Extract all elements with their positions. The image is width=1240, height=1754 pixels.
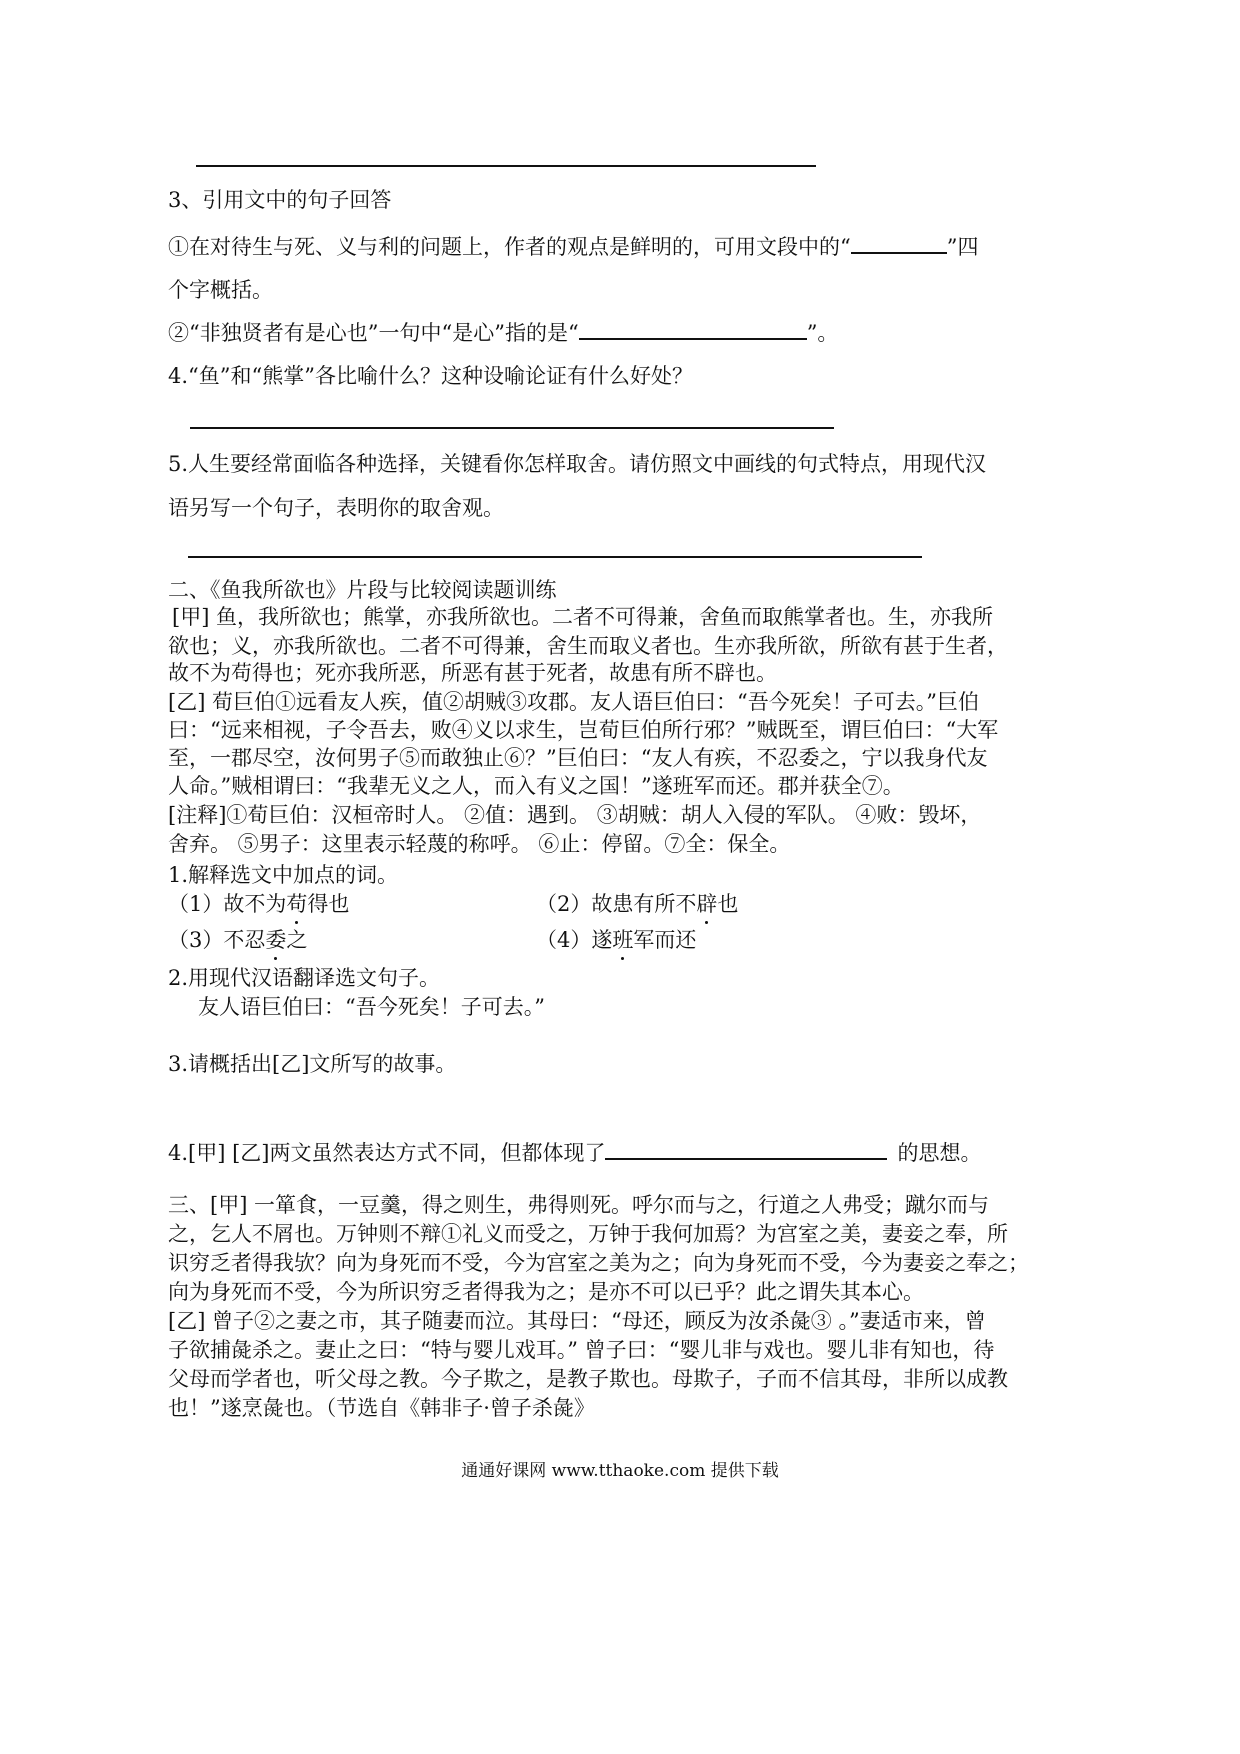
passage-yi-line: 曰：“远来相视，子令吾去，败④义以求生，岂荀巨伯所行邪？”贼既至，谓巨伯曰：“大军 <box>168 718 999 742</box>
question-3-1-continued: 个字概括。 <box>168 278 273 302</box>
passage-yi-line: 至，一郡尽空，汝何男子⑤而敢独止⑥？”巨伯曰：“友人有疾，不忍委之，宁以我身代友 <box>168 746 988 770</box>
vocab-item: （3）不忍委之 <box>168 928 308 952</box>
question-5-line2: 语另写一个句子，表明你的取舍观。 <box>168 496 504 520</box>
passage-yi-line: [乙] 荀巨伯①远看友人疾，值②胡贼③攻郡。友人语巨伯曰：“吾今死矣！子可去。”巨伯 <box>168 690 980 714</box>
notes-line: 舍弃。 ⑤男子：这里表示轻蔑的称呼。 ⑥止：停留。⑦全：保全。 <box>168 832 791 856</box>
question-4: 4.“鱼”和“熊掌”各比喻什么？这种设喻论证有什么好处？ <box>168 364 693 388</box>
vocab-item: （4）遂班军而还 <box>536 928 697 952</box>
fill-blank[interactable] <box>579 320 807 340</box>
section-3-jia-line: 之，乞人不屑也。万钟则不辩①礼义而受之，万钟于我何加焉？为宫室之美，妻妾之奉，所 <box>168 1222 1008 1246</box>
question-5-line1: 5.人生要经常面临各种选择，关键看你怎样取舍。请仿照文中画线的句式特点，用现代汉 <box>168 452 987 476</box>
sub-question-3: 3.请概括出[乙]文所写的故事。 <box>168 1052 457 1076</box>
section-3-yi-line: 父母而学者也，听父母之教。今子欺之，是教子欺也。母欺子，子而不信其母，非所以成教 <box>168 1367 1008 1391</box>
sub-question-4: 4.[甲] [乙]两文虽然表达方式不同，但都体现了 的思想。 <box>168 1141 982 1165</box>
passage-yi-line: 人命。”贼相谓曰：“我辈无义之人，而入有义之国！”遂班军而还。郡并获全⑦。 <box>168 774 904 798</box>
section-3-jia-line: 识穷乏者得我欤？向为身死而不受，今为宫室之美为之；向为身死而不受，今为妻妾之奉之； <box>168 1251 1029 1275</box>
vocab-item: （2）故患有所不辟也 <box>536 892 739 916</box>
dotted-word: 班 <box>612 928 634 952</box>
passage-jia-line: [甲] 鱼，我所欲也；熊掌，亦我所欲也。二者不可得兼，舍鱼而取熊掌者也。生，亦我所 <box>172 605 994 629</box>
section-3-yi-line: [乙] 曾子②之妻之市，其子随妻而泣。其母曰：“母还，顾反为汝杀彘③ 。”妻适市来，曾 <box>168 1309 986 1333</box>
question-3-title: 3、引用文中的句子回答 <box>168 188 392 212</box>
dotted-word: 委 <box>265 928 287 952</box>
dotted-word: 苟 <box>286 892 308 916</box>
question-3-1: ①在对待生与死、义与利的问题上，作者的观点是鲜明的，可用文段中的“ ”四 <box>168 235 979 259</box>
notes-line: [注释]①荀巨伯：汉桓帝时人。 ②值：遇到。 ③胡贼：胡人入侵的军队。 ④败：毁坏， <box>168 803 982 827</box>
dotted-word: 辟 <box>696 892 718 916</box>
section-3-yi-line: 子欲捕彘杀之。妻止之曰：“特与婴儿戏耳。” 曾子曰：“婴儿非与戏也。婴儿非有知也，待 <box>168 1338 995 1362</box>
section-3-jia-line: 三、[甲] 一箪食，一豆羹，得之则生，弗得则死。呼尔而与之，行道之人弗受；蹴尔而与 <box>168 1193 990 1217</box>
answer-line <box>196 165 816 167</box>
vocab-item: （1）故不为苟得也 <box>168 892 350 916</box>
fill-blank[interactable] <box>605 1140 887 1160</box>
passage-jia-line: 故不为苟得也；死亦我所恶，所恶有甚于死者，故患有所不辟也。 <box>168 661 777 685</box>
question-3-2: ②“非独贤者有是心也”一句中“是心”指的是“ ”。 <box>168 321 839 345</box>
section-3-jia-line: 向为身死而不受，今为所识穷乏者得我为之；是亦不可以已乎？此之谓失其本心。 <box>168 1280 924 1304</box>
section-2-title: 二、《鱼我所欲也》片段与比较阅读题训练 <box>168 578 557 602</box>
fill-blank[interactable] <box>851 234 947 254</box>
passage-jia-line: 欲也；义，亦我所欲也。二者不可得兼，舍生而取义者也。生亦我所欲，所欲有甚于生者， <box>168 634 1008 658</box>
page-footer: 通通好课网 www.tthaoke.com 提供下载 <box>461 1461 779 1481</box>
answer-line <box>190 427 834 429</box>
answer-line <box>188 556 922 558</box>
sub-question-1-title: 1.解释选文中加点的词。 <box>168 863 399 887</box>
translation-sentence: 友人语巨伯曰：“吾今死矣！子可去。” <box>198 995 545 1019</box>
sub-question-2-title: 2.用现代汉语翻译选文句子。 <box>168 966 441 990</box>
section-3-yi-line: 也！”遂烹彘也。（节选自《韩非子·曾子杀彘》 <box>168 1396 595 1420</box>
